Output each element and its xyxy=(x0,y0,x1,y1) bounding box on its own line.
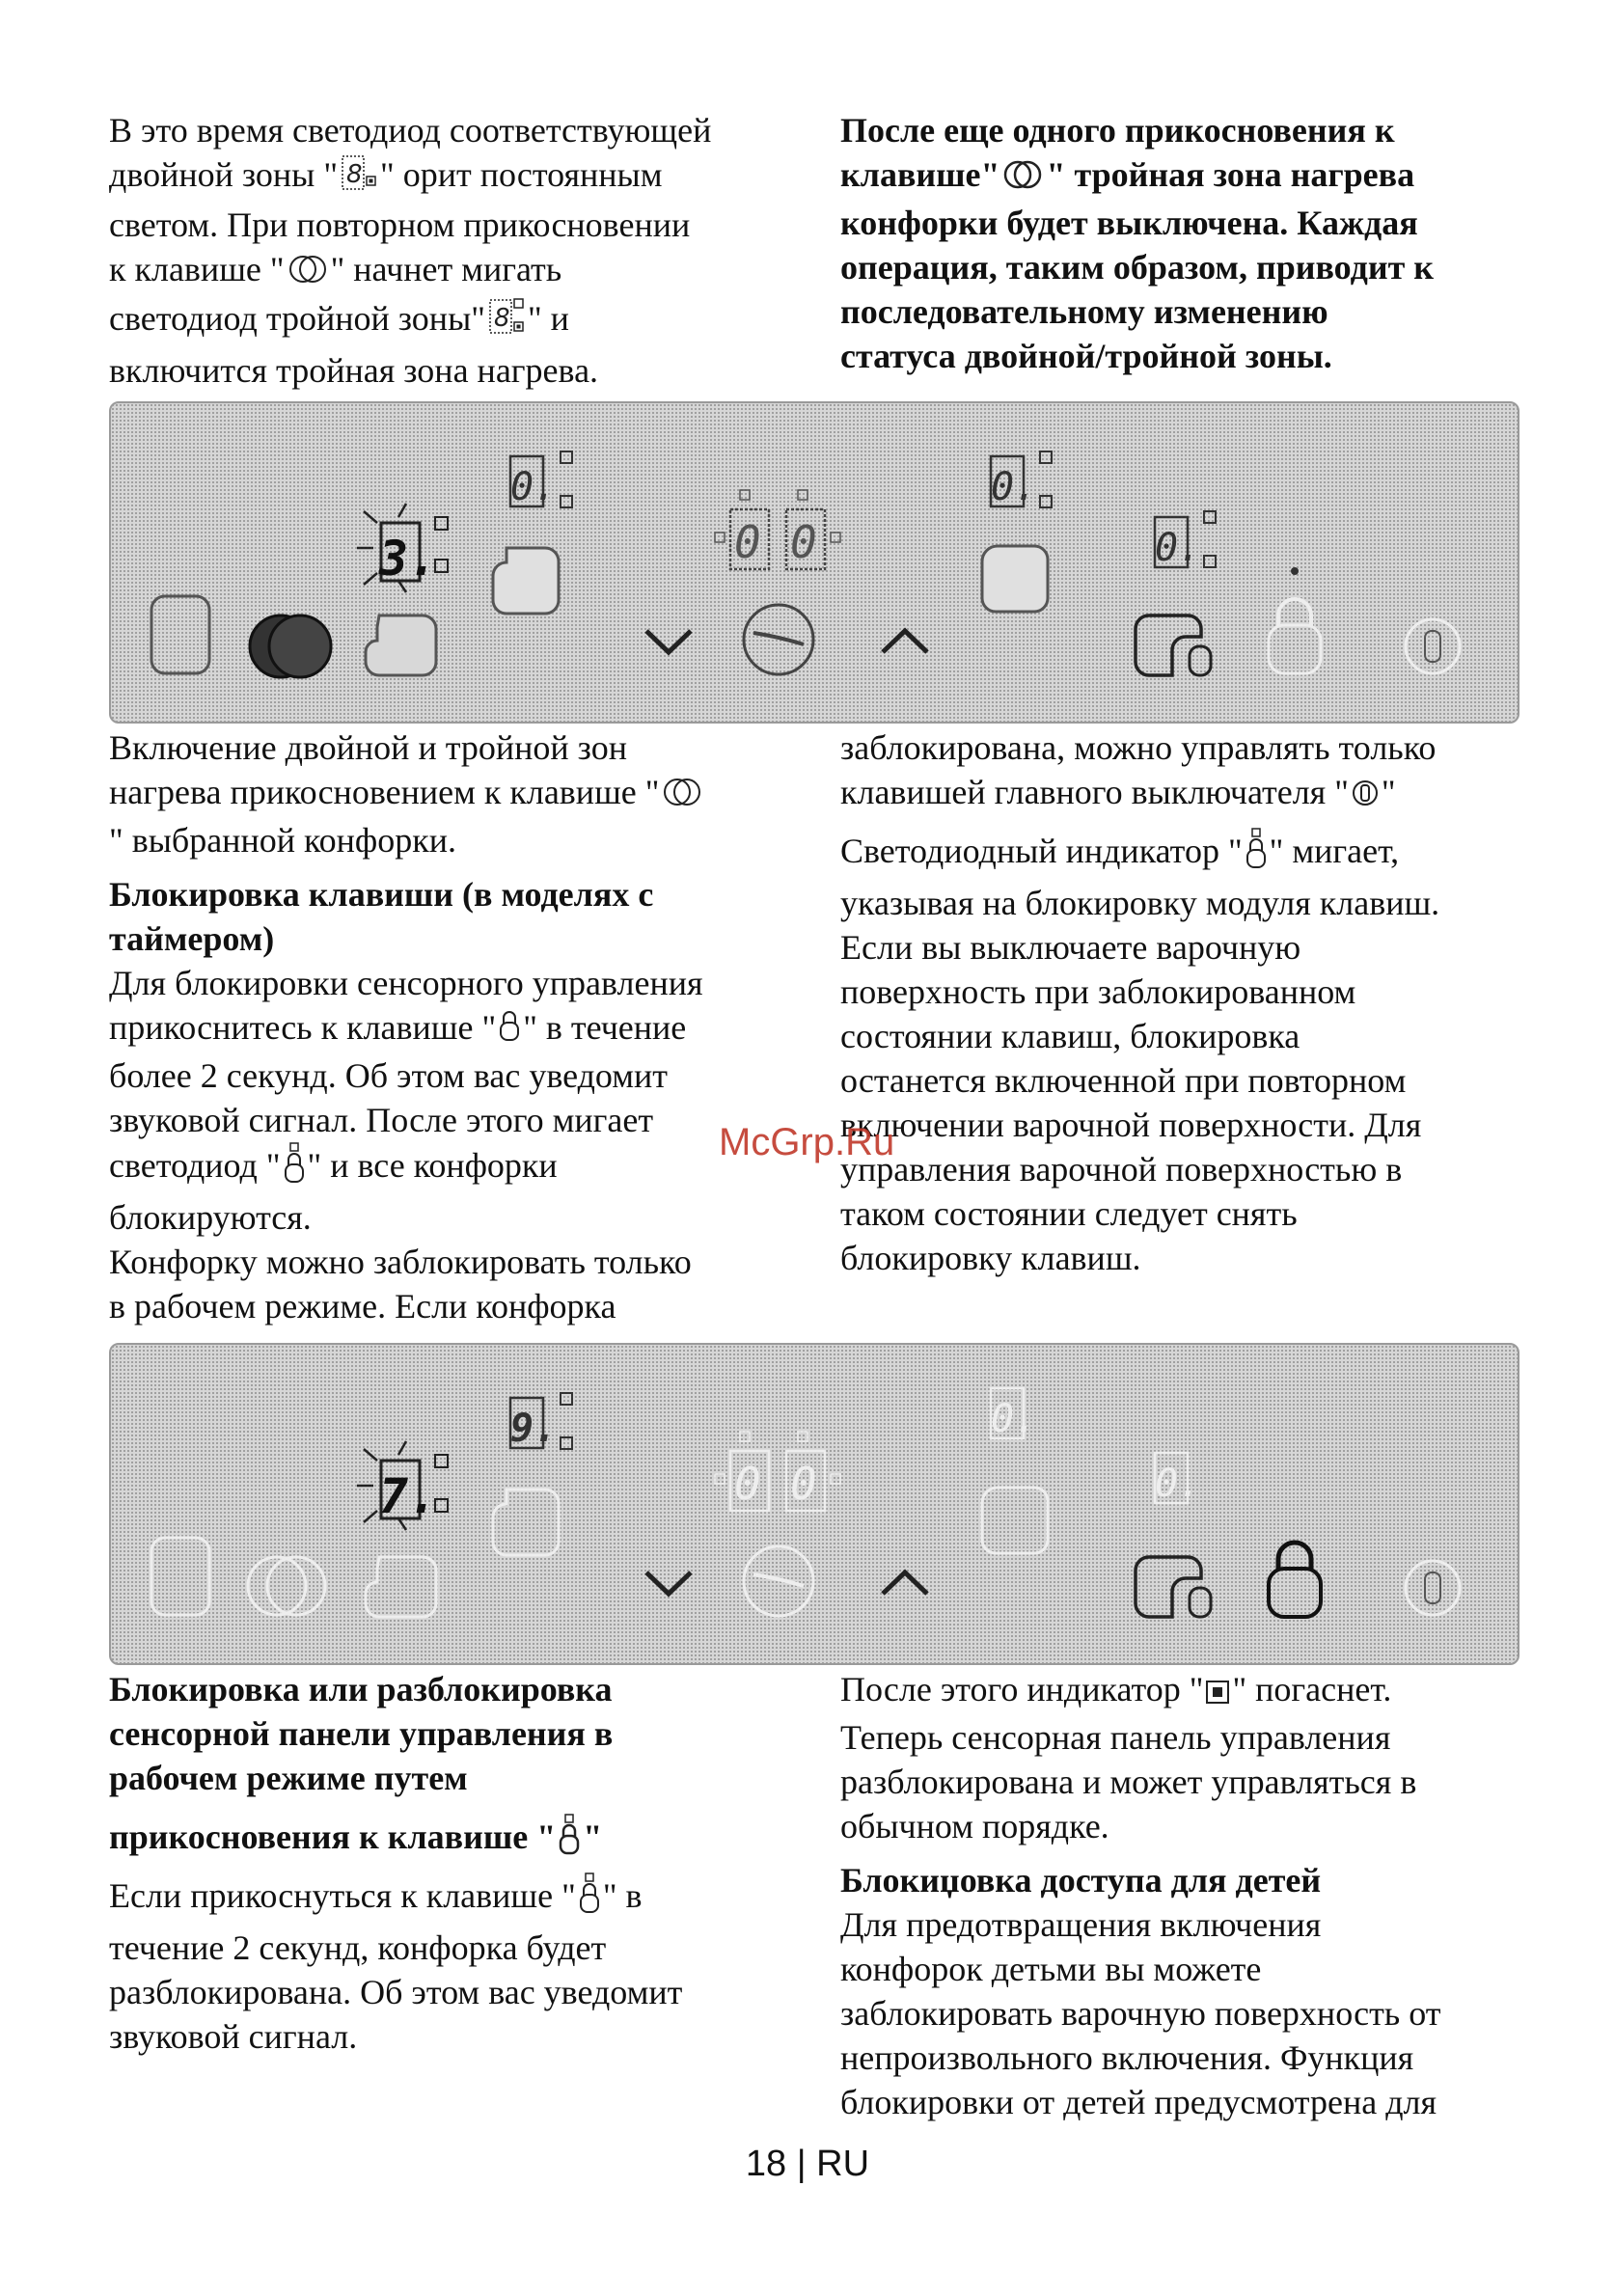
text-line: сенсорной панели управления в xyxy=(109,1714,614,1753)
text-line: " и xyxy=(527,298,569,338)
text-line: " орит постоянным xyxy=(380,155,663,194)
paragraph xyxy=(109,961,823,1328)
text-line: блокировки от детей предусмотрена для xyxy=(840,2082,1437,2121)
minus-key-icon xyxy=(646,631,691,652)
text-line: поверхность при заблокированном xyxy=(840,971,1356,1011)
display-value: 7. xyxy=(379,1468,438,1524)
text-line: течение 2 секунд, конфорка будет xyxy=(109,1928,607,1967)
zone-key-icon xyxy=(366,1557,436,1617)
dual-zone-key-icon xyxy=(661,774,703,818)
dual-zone-key-icon xyxy=(287,251,329,295)
text-line: " погаснет. xyxy=(1232,1670,1392,1708)
text-line: таймером) xyxy=(109,918,275,958)
text-line: разблокирована и может управляться в xyxy=(840,1762,1417,1801)
section-heading xyxy=(840,1858,1535,1902)
timer-value: 0 xyxy=(734,516,761,568)
text-line: конфорок детьми вы можете xyxy=(840,1949,1262,1988)
top-right-column xyxy=(840,108,1535,378)
text-line: конфорки будет выключена. Каждая xyxy=(840,203,1418,242)
led-icon xyxy=(1040,451,1052,463)
text-line: Для блокировки сенсорного управления xyxy=(109,963,703,1002)
paragraph xyxy=(840,1667,1535,1848)
text-line: Блокировка клавиши (в моделях с xyxy=(109,874,654,914)
dual-zone-key-icon xyxy=(248,1557,325,1615)
led-icon xyxy=(1204,556,1216,567)
mid-left-column xyxy=(109,725,823,1328)
text-line: Теперь сенсорная панель управления xyxy=(840,1717,1391,1757)
text-line: последовательному изменению xyxy=(840,291,1328,331)
svg-text:8: 8 xyxy=(493,303,510,333)
page-number: 18 | RU xyxy=(745,2144,870,2184)
text-line: разблокирована. Об этом вас уведомит xyxy=(109,1973,683,2011)
text-line: прикосновения к клавише " xyxy=(109,1817,557,1856)
text-line: Если прикоснуться к клавише " xyxy=(109,1875,576,1915)
led-icon xyxy=(561,1437,572,1449)
display-value: 0. xyxy=(510,465,558,509)
text-line: останется включенной при повторном xyxy=(840,1060,1407,1100)
lock-led-icon xyxy=(1245,828,1268,881)
text-line: состоянии клавиш, блокировка xyxy=(840,1016,1300,1055)
led-icon xyxy=(1205,1671,1230,1715)
led-icon xyxy=(1204,511,1216,523)
text-line: " и все конфорки xyxy=(307,1145,558,1185)
text-line: " в течение xyxy=(523,1007,687,1047)
text-line: светом. При повторном прикосновении xyxy=(109,205,691,245)
text-line: управления варочной поверхностью в xyxy=(840,1149,1403,1189)
paragraph xyxy=(840,725,1535,818)
paragraph xyxy=(840,108,1535,378)
led-icon xyxy=(561,1393,572,1405)
plus-key-icon xyxy=(883,631,927,652)
text-line: клавишей главного выключателя " xyxy=(840,773,1349,811)
text-line: Включение двойной и тройной зон xyxy=(109,728,627,767)
text-line: непроизвольного включения. Функция xyxy=(840,2037,1414,2077)
text-line: заблокировать варочную поверхность от xyxy=(840,1993,1441,2033)
bottom-right-column xyxy=(840,1667,1535,2124)
paragraph xyxy=(840,828,1535,1280)
led-icon xyxy=(561,451,572,463)
display-value: 0. xyxy=(1155,526,1202,570)
zone-key-icon xyxy=(982,1488,1048,1553)
text-line: более 2 секунд. Об этом вас уведомит xyxy=(109,1055,669,1095)
paragraph xyxy=(109,108,804,393)
display-value: 0. xyxy=(991,465,1038,509)
text-line: нагрева прикосновением к клавише " xyxy=(109,773,660,811)
text-line: блокировку клавиш. xyxy=(840,1238,1141,1277)
paragraph xyxy=(109,1872,823,2059)
text-line: После еще одного прикосновения к xyxy=(840,111,1395,150)
power-key-icon xyxy=(1406,619,1460,673)
paragraph xyxy=(840,1902,1535,2124)
mid-right-column xyxy=(840,725,1535,1280)
text-line: " мигает, xyxy=(1269,831,1400,870)
text-line: " тройная зона нагрева xyxy=(1046,155,1415,194)
text-line: обычном порядке. xyxy=(840,1806,1109,1845)
bridge-key-icon xyxy=(1136,1557,1201,1617)
lock-key-icon xyxy=(498,1008,521,1053)
led-icon xyxy=(435,1455,448,1467)
watermark: McGrp.Ru xyxy=(719,1121,895,1163)
timer-value: 0 xyxy=(790,1458,817,1510)
text-line: двойной зоны " xyxy=(109,155,339,194)
bridge-key-icon xyxy=(1136,615,1201,675)
text-line: " xyxy=(1381,773,1396,811)
zone-key-icon xyxy=(151,596,209,673)
dual-zone-key-icon xyxy=(1001,156,1044,201)
lock-key-icon xyxy=(1278,1543,1311,1571)
plus-key-icon xyxy=(883,1572,927,1594)
display-value: 0. xyxy=(991,1397,1038,1441)
text-line: блокируются. xyxy=(109,1197,312,1237)
text-line: Блокировка или разблокировка xyxy=(109,1670,613,1708)
top-left-column xyxy=(109,108,804,393)
lock-led-icon xyxy=(283,1142,306,1195)
led-icon xyxy=(1040,496,1052,507)
section-heading xyxy=(109,1667,823,1867)
text-line: " начнет мигать xyxy=(330,250,562,289)
text-line: " в xyxy=(602,1875,643,1915)
text-line: клавише" xyxy=(840,155,1000,194)
control-panel-illustration-1 xyxy=(109,401,1519,724)
text-line: В это время светодиод соответствующей xyxy=(109,111,712,150)
text-line: Блокиџовка доступа для детей xyxy=(840,1860,1322,1900)
text-line: светодиод тройной зоны" xyxy=(109,298,485,338)
control-panel-illustration-2 xyxy=(109,1343,1519,1665)
double-zone-led-icon xyxy=(340,153,378,203)
display-value: 0. xyxy=(1155,1462,1202,1506)
svg-text:8: 8 xyxy=(346,160,363,190)
text-line: звуковой сигнал. xyxy=(109,2017,358,2056)
timer-value: 0 xyxy=(734,1458,761,1510)
text-line: статуса двойной/тройной зоны. xyxy=(840,336,1332,375)
zone-key-icon xyxy=(366,615,436,675)
text-line: таком состоянии следует снять xyxy=(840,1193,1298,1233)
zone-key-icon xyxy=(493,1490,559,1555)
text-line: звуковой сигнал. После этого мигает xyxy=(109,1100,654,1139)
text-line: Конфорку можно заблокировать только xyxy=(109,1242,692,1281)
zone-key-icon xyxy=(982,546,1048,612)
dual-zone-key-icon-active xyxy=(250,615,331,677)
text-line: включится тройная зона нагрева. xyxy=(109,350,599,390)
text-line: к клавише " xyxy=(109,250,285,289)
power-key-icon xyxy=(1351,774,1380,818)
text-line: заблокирована, можно управлять только xyxy=(840,728,1437,767)
display-value: 9. xyxy=(510,1407,558,1451)
led-icon xyxy=(561,496,572,507)
text-line: в рабочем режиме. Если конфорка xyxy=(109,1286,616,1326)
text-line: операция, таким образом, приводит к xyxy=(840,247,1434,287)
text-line: Светодиодный индикатор " xyxy=(840,831,1243,870)
text-line: прикоснитесь к клавише " xyxy=(109,1007,497,1047)
display-value: 3. xyxy=(379,531,438,587)
text-line: Если вы выключаете варочную xyxy=(840,927,1301,967)
text-line: " xyxy=(583,1817,603,1856)
zone-key-icon xyxy=(493,548,559,614)
lock-led-icon xyxy=(578,1872,601,1926)
bottom-left-column xyxy=(109,1667,823,2059)
text-line: " выбранной конфорки. xyxy=(109,820,456,860)
lock-led-icon xyxy=(558,1814,581,1867)
section-heading xyxy=(109,872,823,961)
panel-caption xyxy=(109,725,823,862)
triple-zone-led-icon xyxy=(487,295,526,348)
zone-key-icon xyxy=(151,1538,209,1615)
text-line: указывая на блокировку модуля клавиш. xyxy=(840,883,1440,922)
text-line: включении варочной поверхности. Для xyxy=(840,1105,1422,1144)
text-line: Для предотвращения включения xyxy=(840,1904,1322,1944)
lock-key-icon xyxy=(1278,599,1311,627)
minus-key-icon xyxy=(646,1572,691,1594)
timer-value: 0 xyxy=(790,516,817,568)
text-line: После этого индикатор " xyxy=(840,1670,1204,1708)
power-key-icon xyxy=(1406,1561,1460,1615)
text-line: рабочем режиме путем xyxy=(109,1759,468,1797)
text-line: светодиод " xyxy=(109,1145,281,1185)
led-icon xyxy=(435,517,448,530)
